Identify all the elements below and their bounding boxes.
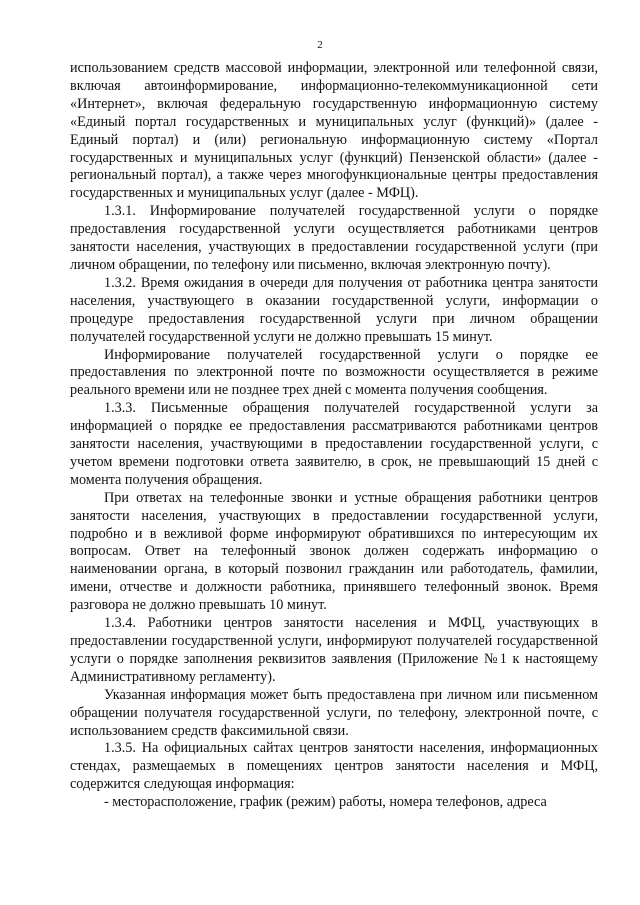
paragraph-1-3-2: 1.3.2. Время ожидания в очереди для получения от работника центра занятости населения, участвующего в оказании государственной услуги, информации о процедуре предоставления государственной услуги при личном обращении получателей государственной услуги не должно превышать 15 минут.: [70, 274, 598, 345]
paragraph-information-channels: Указанная информация может быть предоставлена при личном или письменном обращении получателя государственной услуги, по телефону, электронной почте, с использованием средств факсимильной связи.: [70, 686, 598, 739]
page-number: 2: [317, 39, 323, 51]
document-body: [70, 60, 598, 812]
paragraph-phone-answers: При ответах на телефонные звонки и устные обращения работники центров занятости населения, участвующих в предоставлении государственной услуги, подробно и в вежливой форме информируют обратившихся по интересующим их вопросам. Ответ на телефонный звонок должен содержать информацию о наименовании органа, в который позвонил гражданин или работодатель, фамилии, имени, отчестве и должности работника, принявшего телефонный звонок. Время разговора не должно превышать 10 минут.: [70, 489, 598, 614]
paragraph-email-informing: Информирование получателей государственной услуги о порядке ее предоставления по электронной почте по возможности осуществляется в режиме реального времени или не позднее трех дней с момента получения сообщения.: [70, 346, 598, 399]
paragraph-1-3-5: 1.3.5. На официальных сайтах центров занятости населения, информационных стендах, размещаемых в помещениях центров занятости населения и МФЦ, содержится следующая информация:: [70, 740, 598, 793]
paragraph-1-3-4: 1.3.4. Работники центров занятости населения и МФЦ, участвующих в предоставлении государственной услуги, информируют получателей государственной услуги о порядке заполнения реквизитов заявления (Приложение №1 к настоящему Административному регламенту).: [70, 615, 598, 685]
paragraph-1-3-3: 1.3.3. Письменные обращения получателей государственной услуги за информацией о порядке ее предоставления рассматриваются работниками центров занятости населения, участвующими в предоставлении государственной услуги, с учетом времени подготовки ответа заявителю, в срок, не превышающий 15 дней с момента получения обращения.: [70, 400, 598, 488]
paragraph-intro-continuation: использованием средств массовой информации, электронной или телефонной связи, включая автоинформирование, информационно-телекоммуникационной сети «Интернет», включая федеральную государственную информационную систему «Единый портал государственных и муниципальных услуг (функций)» (далее - Единый портал) и (или) региональную информационную систему «Портал государственных и муниципальных услуг (функций) Пензенской области» (далее - региональный портал), а также через многофункциональные центры предоставления государственных и муниципальных услуг (далее - МФЦ).: [70, 60, 598, 202]
paragraph-1-3-1: 1.3.1. Информирование получателей государственной услуги о порядке предоставления государственной услуги осуществляется работниками центров занятости населения, участвующих в предоставлении государственной услуги (при личном обращении, по телефону или письменно, включая электронную почту).: [70, 203, 598, 273]
list-item-location: - месторасположение, график (режим) работы, номера телефонов, адреса: [104, 794, 547, 811]
